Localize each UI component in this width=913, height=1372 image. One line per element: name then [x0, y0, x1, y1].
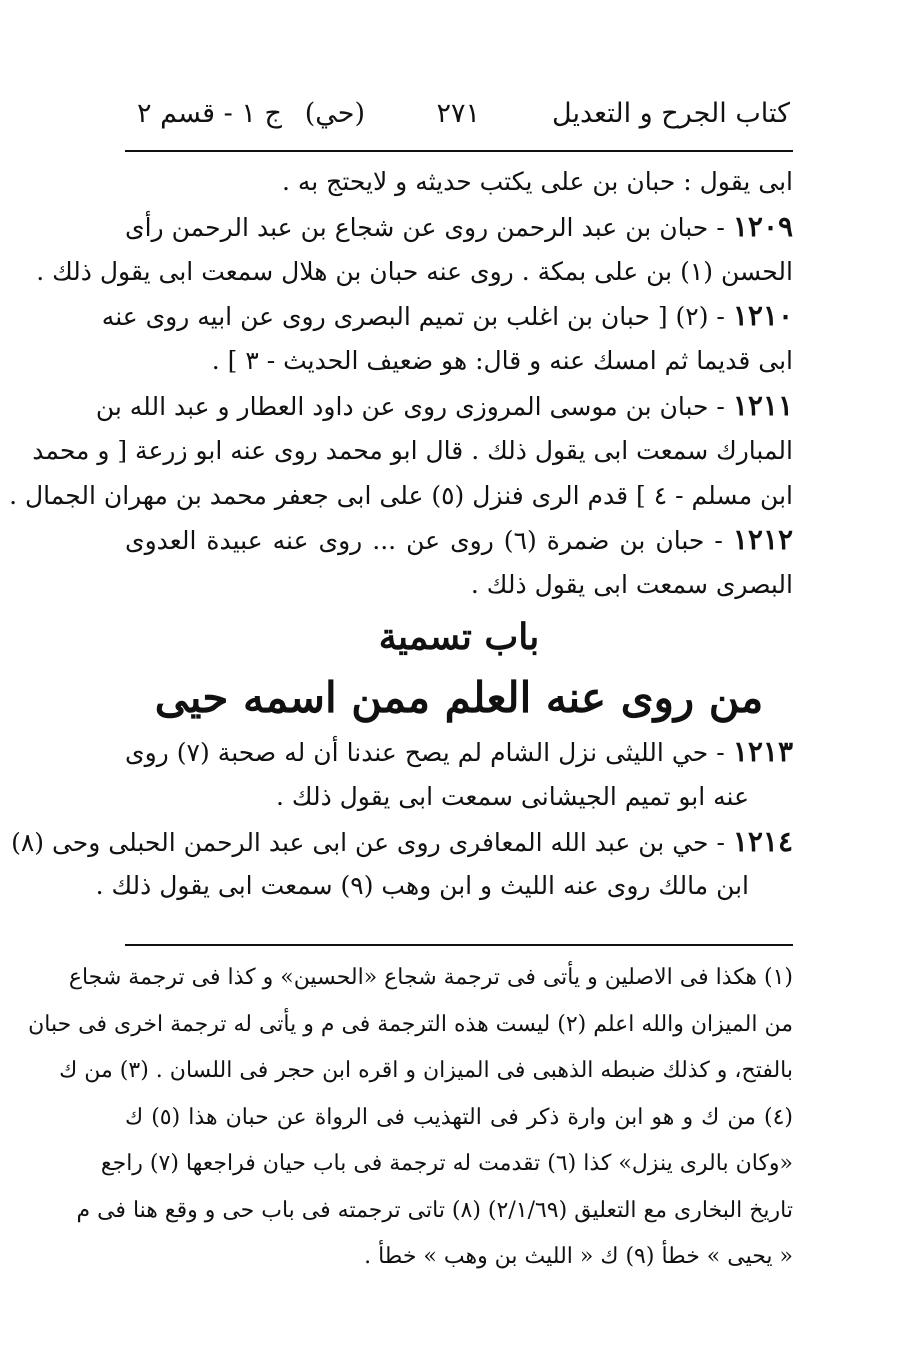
entry-text: - حي بن عبد الله المعافرى روى عن ابى عبد الرحمن الحبلى وحى (٨) [11, 827, 725, 857]
footnotes [28, 955, 793, 1281]
entry-text: ابى قديما ثم امسك عنه و قال: هو ضعيف الحديث - ٣ ] . [211, 346, 793, 376]
footnote-line: تاريخ البخارى مع التعليق (٢/١/٦٩) (٨) تاتى ترجمته فى باب حى و وقع هنا فى م [76, 1197, 793, 1223]
footnote-line: «وكان بالرى ينزل» كذا (٦) تقدمت له ترجمة فى باب حيان فراجعها (٧) راجع [100, 1151, 793, 1176]
entry-text: عنه ابو تميم الجيشانى سمعت ابى يقول ذلك . [275, 781, 749, 811]
footnote-line: بالفتح، و كذلك ضبطه الذهبى فى الميزان و اقره ابن حجر فى اللسان . (٣) من ك [59, 1058, 793, 1083]
header-rule [125, 150, 793, 152]
text-line [125, 775, 793, 820]
entry-text: الحسن (١) بن على بمكة . روى عنه حبان بن هلال سمعت ابى يقول ذلك . [36, 256, 793, 286]
entry-text: ابن مسلم - ٤ ] قدم الرى فنزل (٥) على ابى جعفر محمد بن مهران الجمال . [9, 480, 793, 510]
text-line [125, 160, 793, 205]
entry-1209 [125, 205, 793, 250]
entry-number: ١٢١٣ [732, 734, 793, 768]
entry-text: - (٢) [ حبان بن اغلب بن تميم البصرى روى عن ابيه روى عنه [101, 302, 725, 332]
chapter-subtitle: من روى عنه العلم ممن اسمه حيى [154, 672, 764, 722]
text-line [36, 250, 793, 295]
entry-number: ١٢١٤ [732, 824, 793, 858]
text-line [32, 429, 793, 474]
entry-text: - حبان بن عبد الرحمن روى عن شجاع بن عبد الرحمن رأى [125, 212, 725, 242]
entry-text: ابن مالك روى عنه الليث و ابن وهب (٩) سمعت ابى يقول ذلك . [95, 871, 749, 901]
entry-number: ١٢١٠ [732, 299, 793, 333]
entry-text: - حبان بن ضمرة (٦) روى عن ... روى عنه عبيدة العدوى [125, 526, 723, 556]
footnote-line: من الميزان والله اعلم (٢) ليست هذه الترجمة فى م و يأتى له ترجمة اخرى فى حبان [28, 1011, 793, 1037]
footnote-line: (١) هكذا فى الاصلين و يأتى فى ترجمة شجاع «الحسين» و كذا فى ترجمة شجاع [68, 965, 793, 990]
entry-1211 [95, 384, 793, 429]
entry-text: ابى يقول : حبان بن على يكتب حديثه و لايحتج به . [281, 167, 793, 196]
entry-text: المبارك سمعت ابى يقول ذلك . قال ابو محمد روى عنه ابو زرعة [ و محمد [32, 435, 793, 465]
text-line [125, 563, 793, 608]
entry-text: - حي الليثى نزل الشام لم يصح عندنا أن له صحبة (٧) روى [125, 737, 725, 767]
volume-label: ج ١ - قسم ٢ [137, 98, 282, 129]
entry-1213 [125, 730, 793, 775]
entry-text: البصرى سمعت ابى يقول ذلك . [470, 570, 793, 600]
entry-1212 [125, 518, 793, 563]
entry-number: ١٢١٢ [732, 523, 794, 557]
footnote-line: (٤) من ك و هو ابن وارة ذكر فى التهذيب فى الرواة عن حبان هذا (٥) ك [125, 1104, 793, 1130]
entry-1214 [11, 820, 793, 865]
book-title: كتاب الجرح و التعديل [552, 98, 790, 129]
footnote-rule [125, 944, 793, 946]
entry-number: ١٢١١ [732, 388, 793, 422]
text-line [9, 474, 793, 519]
entry-text: - حبان بن موسى المروزى روى عن داود العطار و عبد الله بن [95, 391, 725, 421]
text-line [125, 339, 793, 384]
footnote-line: « يحيى » خطأ (٩) ك « الليث بن وهب » خطأ . [364, 1244, 793, 1269]
entry-number: ١٢٠٩ [732, 209, 794, 243]
section-label: (حي) [304, 98, 365, 129]
chapter-title: باب تسمية [378, 615, 540, 658]
entry-1210 [101, 294, 793, 339]
main-text [9, 160, 794, 909]
running-header [125, 88, 790, 142]
text-line [95, 864, 793, 909]
page-number: ٢٧١ [436, 98, 480, 129]
